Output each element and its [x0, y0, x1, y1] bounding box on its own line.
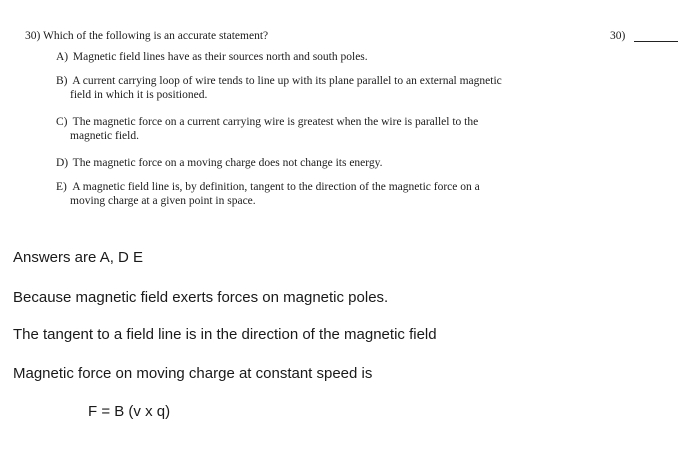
option-d: [56, 156, 616, 170]
option-text: The magnetic force on a current carrying wire is greatest when the wire is parallel to the: [72, 116, 479, 128]
option-text: The magnetic force on a moving charge does not change its energy.: [72, 157, 383, 169]
option-text: Magnetic field lines have as their sources north and south poles.: [72, 51, 368, 63]
force-formula: F = B (v x q): [88, 403, 171, 420]
question-stem: 30) Which of the following is an accurate statement?: [25, 30, 269, 42]
option-text-continued: moving charge at a given point in space.: [70, 195, 256, 207]
option-text-continued: magnetic field.: [70, 130, 139, 142]
answer-reason-3: Magnetic force on moving charge at constant speed is: [13, 365, 373, 382]
answer-blank: [634, 41, 678, 42]
option-letter: D): [56, 157, 69, 169]
option-text: A current carrying loop of wire tends to line up with its plane parallel to an external magnetic: [72, 75, 502, 87]
answer-reason-1: Because magnetic field exerts forces on magnetic poles.: [13, 289, 389, 306]
option-letter: C): [56, 116, 68, 128]
option-e: [56, 180, 616, 208]
option-b: [56, 74, 616, 102]
option-a: [56, 50, 616, 64]
option-c: [56, 115, 616, 143]
option-letter: B): [56, 75, 68, 87]
option-text-continued: field in which it is positioned.: [70, 89, 208, 101]
answer-reason-2: The tangent to a field line is in the direction of the magnetic field: [13, 326, 437, 343]
option-letter: E): [56, 181, 67, 193]
question-number: 30): [610, 30, 626, 42]
option-letter: A): [56, 51, 69, 63]
option-text: A magnetic field line is, by definition, tangent to the direction of the magnetic force on a: [72, 181, 480, 193]
answer-summary: Answers are A, D E: [13, 249, 144, 266]
